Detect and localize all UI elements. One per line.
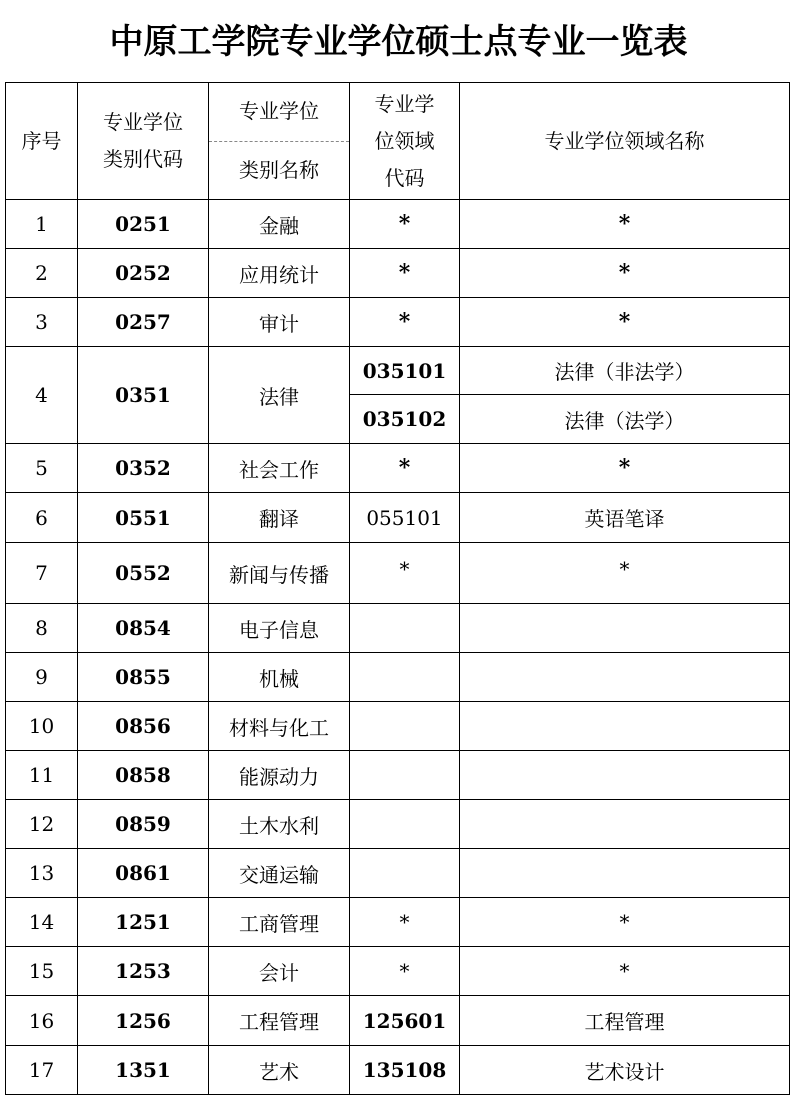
cell-name: 翻译 xyxy=(209,493,350,543)
cell-code: 0861 xyxy=(78,849,209,898)
cell-name: 会计 xyxy=(209,947,350,996)
cell-field-name: * xyxy=(460,543,790,604)
cell-field-code xyxy=(350,751,460,800)
cell-name: 法律 xyxy=(209,347,350,444)
cell-name: 工程管理 xyxy=(209,996,350,1046)
cell-name: 能源动力 xyxy=(209,751,350,800)
cell-field-code: 035101 xyxy=(350,347,460,395)
table-row xyxy=(6,898,790,947)
header-row xyxy=(6,83,790,200)
cell-code: 0352 xyxy=(78,444,209,493)
cell-code: 1351 xyxy=(78,1046,209,1095)
header-field-code-line1: 专业学 xyxy=(374,91,435,116)
cell-code: 0551 xyxy=(78,493,209,543)
table-row xyxy=(6,444,790,493)
cell-field-code: * xyxy=(350,947,460,996)
cell-code: 0859 xyxy=(78,800,209,849)
cell-seq: 7 xyxy=(6,543,78,604)
table-row xyxy=(6,347,790,395)
cell-field-code: * xyxy=(350,444,460,493)
cell-seq: 16 xyxy=(6,996,78,1046)
header-code-line2: 类别代码 xyxy=(103,147,183,171)
header-name-line2: 类别名称 xyxy=(239,157,319,182)
header-field-name: 专业学位领域名称 xyxy=(460,83,790,200)
cell-seq: 17 xyxy=(6,1046,78,1095)
cell-field-code: * xyxy=(350,200,460,249)
header-code-line1: 专业学位 xyxy=(103,110,183,134)
cell-seq: 11 xyxy=(6,751,78,800)
table-row xyxy=(6,249,790,298)
cell-field-name: 法律（法学） xyxy=(460,395,790,444)
cell-code: 0858 xyxy=(78,751,209,800)
cell-field-code: * xyxy=(350,249,460,298)
cell-field-name xyxy=(460,653,790,702)
cell-name: 审计 xyxy=(209,298,350,347)
table-row xyxy=(6,800,790,849)
cell-field-name xyxy=(460,751,790,800)
cell-name: 金融 xyxy=(209,200,350,249)
cell-seq: 10 xyxy=(6,702,78,751)
cell-seq: 9 xyxy=(6,653,78,702)
cell-field-code: 135108 xyxy=(350,1046,460,1095)
page-title: 中原工学院专业学位硕士点专业一览表 xyxy=(109,22,688,62)
cell-seq: 8 xyxy=(6,604,78,653)
cell-name: 土木水利 xyxy=(209,800,350,849)
cell-seq: 14 xyxy=(6,898,78,947)
cell-code: 0856 xyxy=(78,702,209,751)
cell-name: 应用统计 xyxy=(209,249,350,298)
header-seq: 序号 xyxy=(6,83,78,200)
header-field-code-line3: 代码 xyxy=(384,165,425,190)
cell-field-code xyxy=(350,702,460,751)
table-row xyxy=(6,493,790,543)
table-row xyxy=(6,1046,790,1095)
table-row xyxy=(6,849,790,898)
table-row xyxy=(6,298,790,347)
cell-code: 0251 xyxy=(78,200,209,249)
cell-field-code xyxy=(350,800,460,849)
cell-field-name: * xyxy=(460,444,790,493)
cell-field-code: 055101 xyxy=(350,493,460,543)
cell-field-code: * xyxy=(350,298,460,347)
cell-field-code xyxy=(350,849,460,898)
table-row xyxy=(6,604,790,653)
cell-seq: 4 xyxy=(6,347,78,444)
cell-code: 0252 xyxy=(78,249,209,298)
cell-name: 材料与化工 xyxy=(209,702,350,751)
cell-seq: 12 xyxy=(6,800,78,849)
table-row xyxy=(6,996,790,1046)
cell-field-name: 工程管理 xyxy=(460,996,790,1046)
cell-name: 电子信息 xyxy=(209,604,350,653)
cell-code: 0552 xyxy=(78,543,209,604)
cell-seq: 13 xyxy=(6,849,78,898)
header-name xyxy=(209,83,350,200)
cell-seq: 15 xyxy=(6,947,78,996)
table-row xyxy=(6,751,790,800)
cell-field-name: * xyxy=(460,200,790,249)
cell-name: 社会工作 xyxy=(209,444,350,493)
cell-field-name: * xyxy=(460,298,790,347)
cell-field-name: 法律（非法学） xyxy=(460,347,790,395)
cell-code: 1251 xyxy=(78,898,209,947)
header-field-code xyxy=(350,83,460,200)
cell-field-code: 125601 xyxy=(350,996,460,1046)
cell-seq: 1 xyxy=(6,200,78,249)
cell-seq: 5 xyxy=(6,444,78,493)
header-field-code-line2: 位领域 xyxy=(374,128,435,153)
cell-field-name xyxy=(460,849,790,898)
cell-field-name xyxy=(460,800,790,849)
table-row xyxy=(6,947,790,996)
cell-field-code: * xyxy=(350,898,460,947)
cell-field-name xyxy=(460,604,790,653)
header-code xyxy=(78,83,209,200)
cell-field-code xyxy=(350,653,460,702)
cell-field-code xyxy=(350,604,460,653)
cell-seq: 2 xyxy=(6,249,78,298)
header-name-line1: 专业学位 xyxy=(209,83,349,142)
cell-code: 0257 xyxy=(78,298,209,347)
cell-name: 交通运输 xyxy=(209,849,350,898)
cell-code: 1253 xyxy=(78,947,209,996)
cell-code: 0854 xyxy=(78,604,209,653)
cell-field-name: * xyxy=(460,249,790,298)
degree-table xyxy=(5,82,790,1095)
cell-field-name: * xyxy=(460,898,790,947)
cell-seq: 3 xyxy=(6,298,78,347)
cell-field-name: 艺术设计 xyxy=(460,1046,790,1095)
table-row xyxy=(6,543,790,604)
table-row xyxy=(6,702,790,751)
cell-field-code: 035102 xyxy=(350,395,460,444)
cell-field-name: 英语笔译 xyxy=(460,493,790,543)
cell-name: 艺术 xyxy=(209,1046,350,1095)
cell-field-name xyxy=(460,702,790,751)
cell-field-code: * xyxy=(350,543,460,604)
cell-field-name: * xyxy=(460,947,790,996)
table-row xyxy=(6,200,790,249)
cell-name: 新闻与传播 xyxy=(209,543,350,604)
cell-name: 工商管理 xyxy=(209,898,350,947)
cell-name: 机械 xyxy=(209,653,350,702)
cell-seq: 6 xyxy=(6,493,78,543)
cell-code: 1256 xyxy=(78,996,209,1046)
cell-code: 0855 xyxy=(78,653,209,702)
cell-code: 0351 xyxy=(78,347,209,444)
table-row xyxy=(6,653,790,702)
